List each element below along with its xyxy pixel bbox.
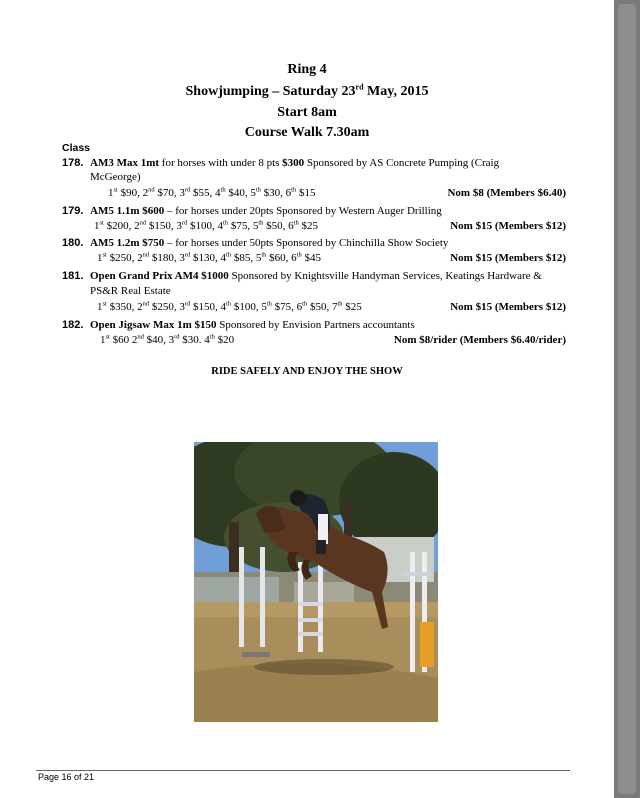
class-number: 182. — [62, 319, 84, 331]
class-description: AM3 Max 1mt for horses with under 8 pts $300 Sponsored by AS Concrete Pumping (Craig — [90, 157, 500, 169]
class-description: Open Jigsaw Max 1m $150 Sponsored by Envision Partners accountants — [90, 319, 415, 331]
class-number: 181. — [62, 270, 84, 282]
class-number: 180. — [62, 237, 84, 249]
class-description-cont: McGeorge) — [90, 171, 141, 183]
event-title: Showjumping – Saturday 23rd May, 2015 — [185, 82, 429, 99]
class-description: Open Grand Prix AM4 $1000 Sponsored by Knightsville Handyman Services, Keatings Hardware & — [90, 270, 542, 282]
prize-list: 1st $250, 2nd $180, 3rd $130, 4th $85, 5th $60, 6th $45 — [97, 251, 321, 264]
prize-list: 1st $350, 2nd $250, 3rd $150, 4th $100, 5th $75, 6th $50, 7th $25 — [97, 300, 362, 313]
class-heading: Class — [62, 142, 91, 154]
course-walk-time: Course Walk 7.30am — [244, 125, 370, 140]
prize-list: 1st $200, 2nd $150, 3rd $100, 4th $75, 5th $50, 6th $25 — [94, 219, 318, 232]
closing-message: RIDE SAFELY AND ENJOY THE SHOW — [211, 366, 403, 377]
footer-rule — [36, 770, 570, 771]
nomination-fee: Nom $15 (Members $12) — [450, 252, 566, 264]
page-number: Page 16 of 21 — [38, 772, 95, 782]
nomination-fee: Nom $15 (Members $12) — [450, 220, 566, 232]
nomination-fee: Nom $8 (Members $6.40) — [447, 187, 566, 199]
ring-title: Ring 4 — [287, 62, 327, 77]
showjumping-photo — [194, 442, 438, 722]
class-description: AM5 1.1m $600 – for horses under 20pts Sponsored by Western Auger Drilling — [90, 205, 442, 217]
class-number: 178. — [62, 157, 84, 169]
start-time: Start 8am — [277, 105, 337, 120]
class-description-cont: PS&R Real Estate — [90, 285, 171, 297]
prize-list: 1st $60 2nd $40, 3rd $30. 4th $20 — [100, 333, 235, 346]
prize-list: 1st $90, 2nd $70, 3rd $55, 4th $40, 5th $30, 6th $15 — [108, 186, 316, 199]
class-number: 179. — [62, 205, 84, 217]
nomination-fee: Nom $15 (Members $12) — [450, 301, 566, 313]
nomination-fee: Nom $8/rider (Members $6.40/rider) — [393, 334, 566, 346]
class-description: AM5 1.2m $750 – for horses under 50pts Sponsored by Chinchilla Show Society — [90, 237, 449, 249]
scrollbar-thumb[interactable] — [618, 4, 636, 794]
